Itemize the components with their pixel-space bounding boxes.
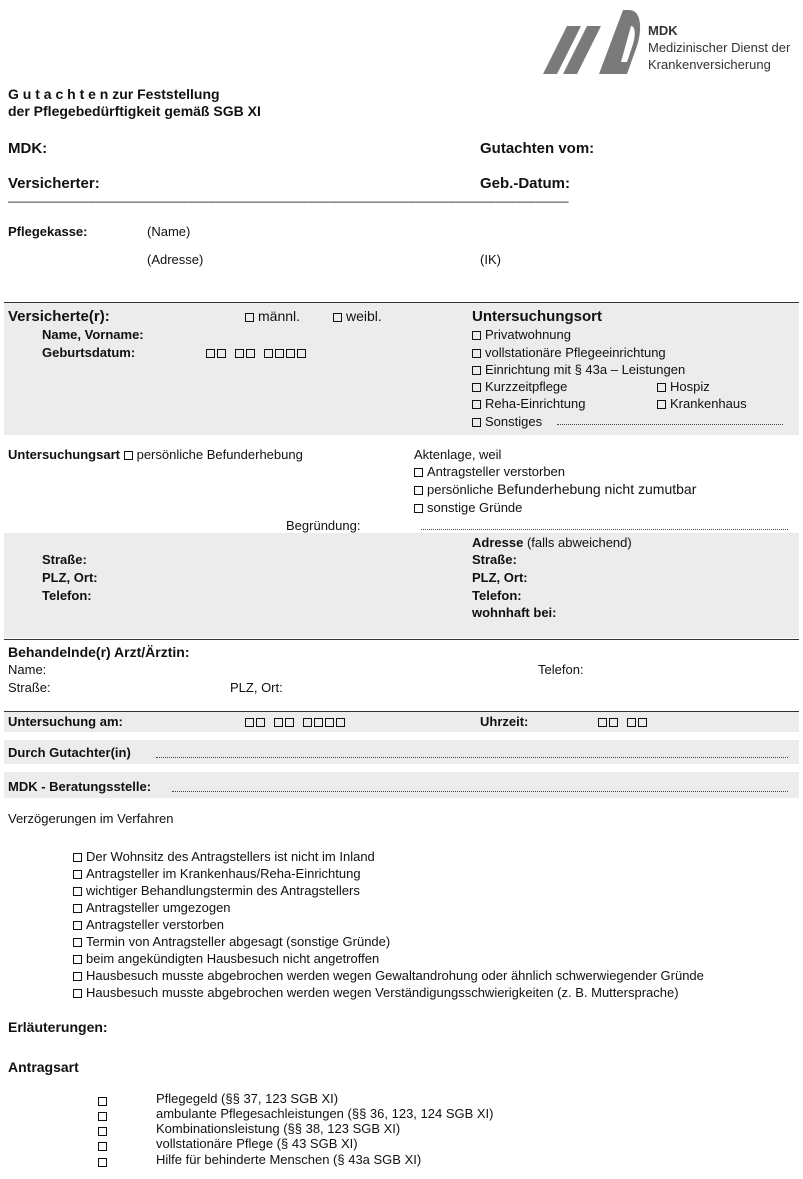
strasse-label: Straße: (42, 552, 87, 567)
telefon-label: Telefon: (42, 588, 92, 603)
option-maennl[interactable] (245, 308, 300, 324)
checkbox[interactable] (414, 468, 423, 477)
antragsart-label-item: ambulante Pflegesachleistungen (§§ 36, 123, 124 SGB XI) (156, 1106, 494, 1121)
untersuchungsort-label: Untersuchungsort (472, 308, 603, 325)
geburtsdatum-label: Geburtsdatum: (42, 345, 136, 360)
checkbox[interactable] (73, 938, 82, 947)
aktenlage-label-b: Befunderhebung nicht zumutbar (497, 481, 697, 497)
checkbox[interactable] (73, 853, 82, 862)
delay-item[interactable] (73, 917, 224, 932)
digit-box[interactable] (286, 349, 295, 358)
delay-label: Der Wohnsitz des Antragstellers ist nicht im Inland (86, 849, 375, 864)
ort-vollstationaer[interactable] (472, 345, 666, 360)
checkbox[interactable] (73, 955, 82, 964)
delay-item[interactable] (73, 849, 375, 864)
antragsart-label: Antragsart (8, 1059, 79, 1075)
digit-box[interactable] (246, 349, 255, 358)
delay-label: Antragsteller verstorben (86, 917, 225, 932)
ort-privatwohnung[interactable] (472, 327, 571, 342)
ort-hospiz[interactable] (657, 379, 710, 394)
checkbox[interactable] (657, 400, 666, 409)
arzt-strasse-label: Straße: (8, 680, 51, 695)
delay-item[interactable] (73, 900, 231, 915)
sonstiges-dotted-line[interactable] (557, 423, 783, 425)
checkbox[interactable] (98, 1112, 107, 1121)
logo-line1: Medizinischer Dienst der (648, 40, 791, 55)
ort-label: Krankenhaus (670, 396, 747, 411)
pflegekasse-label: Pflegekasse: (8, 224, 88, 239)
maennl-label: männl. (258, 308, 301, 324)
antragsart-checkbox[interactable] (98, 1123, 111, 1138)
ort-label: vollstationäre Pflegeeinrichtung (485, 345, 666, 360)
ort-krankenhaus[interactable] (657, 396, 747, 411)
checkbox[interactable] (73, 870, 82, 879)
ort-sonstiges[interactable] (472, 414, 542, 429)
aktenlage-label: persönliche (427, 482, 498, 497)
abw-telefon-label: Telefon: (472, 588, 522, 603)
antragsart-label-item: Hilfe für behinderte Menschen (§ 43a SGB XI) (156, 1152, 422, 1167)
gutachten-vom-label: Gutachten vom: (480, 140, 595, 157)
untersuchung-am-label: Untersuchung am: (8, 714, 123, 729)
checkbox[interactable] (414, 504, 423, 513)
checkbox-persoenlich[interactable] (124, 451, 133, 460)
checkbox[interactable] (472, 400, 481, 409)
persoenlich-label: persönliche Befunderhebung (136, 447, 303, 462)
begruendung-label: Begründung: (286, 518, 361, 533)
digit-box[interactable] (303, 718, 312, 727)
checkbox[interactable] (73, 989, 82, 998)
checkbox[interactable] (472, 331, 481, 340)
delay-label: Antragsteller im Krankenhaus/Reha-Einrichtung (86, 866, 361, 881)
delay-item[interactable] (73, 883, 360, 898)
geburtsdatum-boxes[interactable] (206, 345, 310, 360)
digit-box[interactable] (638, 718, 647, 727)
checkbox[interactable] (98, 1142, 107, 1151)
delay-label: Antragsteller umgezogen (86, 900, 231, 915)
ort-reha[interactable] (472, 396, 585, 411)
antragsart-checkbox[interactable] (98, 1154, 111, 1169)
antragsart-checkbox[interactable] (98, 1093, 111, 1108)
logo-line2: Krankenversicherung (648, 57, 771, 72)
aktenlage-sonstige[interactable] (414, 500, 522, 515)
logo-abbr: MDK (648, 23, 678, 38)
name-vorname-label: Name, Vorname: (42, 327, 144, 342)
ort-label: Privatwohnung (485, 327, 571, 342)
digit-box[interactable] (245, 718, 254, 727)
adresse-section (4, 533, 799, 638)
digit-box[interactable] (285, 718, 294, 727)
arzt-telefon-label: Telefon: (538, 662, 584, 677)
option-weibl[interactable] (333, 308, 382, 324)
delay-item[interactable] (73, 934, 390, 949)
checkbox[interactable] (73, 972, 82, 981)
digit-box[interactable] (297, 349, 306, 358)
erlaeuterungen-label: Erläuterungen: (8, 1019, 108, 1035)
title-line2: der Pflegebedürftigkeit gemäß SGB XI (8, 103, 261, 119)
digit-box[interactable] (325, 718, 334, 727)
checkbox[interactable] (414, 486, 423, 495)
ort-kurzzeitpflege[interactable] (472, 379, 567, 394)
pflegekasse-ik: (IK) (480, 252, 501, 267)
pflegekasse-adresse: (Adresse) (147, 252, 204, 267)
antragsart-label-item: Kombinationsleistung (§§ 38, 123 SGB XI) (156, 1121, 401, 1136)
delay-item[interactable] (73, 951, 379, 966)
abw-strasse-label: Straße: (472, 552, 517, 567)
antragsart-checkbox[interactable] (98, 1108, 111, 1123)
untersuchung-datum-boxes[interactable] (245, 714, 349, 729)
aktenlage-label: Aktenlage, weil (414, 447, 502, 462)
antragsart-checkbox[interactable] (98, 1138, 111, 1153)
ort-label: Sonstiges (485, 414, 543, 429)
digit-box[interactable] (235, 349, 244, 358)
untersuchungsart-label: Untersuchungsart (8, 447, 120, 462)
digit-box[interactable] (274, 718, 283, 727)
mdk-label: MDK: (8, 140, 48, 157)
checkbox[interactable] (472, 349, 481, 358)
delay-label: wichtiger Behandlungstermin des Antragstellers (86, 883, 360, 898)
logo-text (648, 22, 790, 73)
adresse-abweichend-heading (472, 535, 632, 550)
delay-label: Hausbesuch musste abgebrochen werden wegen Gewaltandrohung oder ähnlich schwerwiegender Gründe (86, 968, 704, 983)
mdk-logo-icon (541, 6, 641, 76)
checkbox[interactable] (472, 366, 481, 375)
untersuchung-section (4, 712, 799, 732)
antragsart-label-item: Pflegegeld (§§ 37, 123 SGB XI) (156, 1091, 339, 1106)
delay-label: Hausbesuch musste abgebrochen werden wegen Verständigungsschwierigkeiten (z. B. Muttersprache) (86, 985, 679, 1000)
aktenlage-verstorben[interactable] (414, 464, 565, 479)
checkbox[interactable] (73, 904, 82, 913)
checkbox[interactable] (98, 1097, 107, 1106)
checkbox-weibl[interactable] (333, 313, 342, 322)
checkbox[interactable] (98, 1127, 107, 1136)
title-line1: G u t a c h t e n zur Feststellung (8, 86, 220, 102)
geb-datum-label: Geb.-Datum: (480, 175, 570, 192)
checkbox[interactable] (472, 418, 481, 427)
arzt-label: Behandelnde(r) Arzt/Ärztin: (8, 644, 190, 660)
digit-box[interactable] (275, 349, 284, 358)
arzt-name-label: Name: (8, 662, 47, 677)
arzt-plz-ort-label: PLZ, Ort: (230, 680, 283, 695)
delay-item[interactable] (73, 985, 679, 1000)
checkbox[interactable] (98, 1158, 107, 1167)
adresse-label: Adresse (472, 535, 524, 550)
versicherte-label: Versicherte(r): (8, 308, 110, 325)
durch-gutachter-label: Durch Gutachter(in) (8, 745, 131, 760)
abw-plz-ort-label: PLZ, Ort: (472, 570, 528, 585)
delay-item[interactable] (73, 866, 361, 881)
uhrzeit-label: Uhrzeit: (480, 714, 529, 729)
digit-box[interactable] (256, 718, 265, 727)
digit-box[interactable] (598, 718, 607, 727)
versicherter-label: Versicherter: (8, 175, 100, 192)
digit-box[interactable] (314, 718, 323, 727)
checkbox[interactable] (472, 383, 481, 392)
divider-arzt (4, 639, 799, 640)
aktenlage-label: sonstige Gründe (427, 500, 523, 515)
digit-box[interactable] (627, 718, 636, 727)
delay-label: Termin von Antragsteller abgesagt (sonstige Gründe) (86, 934, 391, 949)
weibl-label: weibl. (346, 308, 382, 324)
digit-box[interactable] (217, 349, 226, 358)
digit-box[interactable] (206, 349, 215, 358)
ort-label: Hospiz (670, 379, 710, 394)
aktenlage-nicht-zumutbar[interactable] (414, 481, 696, 497)
checkbox-maennl[interactable] (245, 313, 254, 322)
beratungsstelle-dotted-line[interactable] (172, 790, 788, 792)
begruendung-dotted-line[interactable] (421, 528, 788, 530)
verzoegerungen-label: Verzögerungen im Verfahren (8, 811, 174, 826)
ort-label: Einrichtung mit § 43a – Leistungen (485, 362, 686, 377)
checkbox[interactable] (73, 887, 82, 896)
checkbox[interactable] (73, 921, 82, 930)
untersuchungsart-row[interactable] (8, 447, 303, 462)
ort-label: Reha-Einrichtung (485, 396, 586, 411)
ort-einrichtung-43a[interactable] (472, 362, 685, 377)
digit-box[interactable] (336, 718, 345, 727)
aktenlage-label: Antragsteller verstorben (427, 464, 566, 479)
antragsart-label-item: vollstationäre Pflege (§ 43 SGB XI) (156, 1136, 358, 1151)
plz-ort-label: PLZ, Ort: (42, 570, 98, 585)
separator-line: –––––––––––––––––––––––––––––––––––––––––––––––––––––––––––––––––––––––––––––––––––– (8, 194, 569, 208)
wohnhaft-bei-label: wohnhaft bei: (472, 605, 557, 620)
digit-box[interactable] (609, 718, 618, 727)
gutachter-dotted-line[interactable] (156, 756, 788, 758)
digit-box[interactable] (264, 349, 273, 358)
beratungsstelle-label: MDK - Beratungsstelle: (8, 779, 152, 794)
delay-label: beim angekündigten Hausbesuch nicht angetroffen (86, 951, 380, 966)
adresse-note: (falls abweichend) (526, 535, 632, 550)
pflegekasse-name: (Name) (147, 224, 191, 239)
uhrzeit-boxes[interactable] (598, 714, 651, 729)
checkbox[interactable] (657, 383, 666, 392)
ort-label: Kurzzeitpflege (485, 379, 568, 394)
delay-item[interactable] (73, 968, 704, 983)
